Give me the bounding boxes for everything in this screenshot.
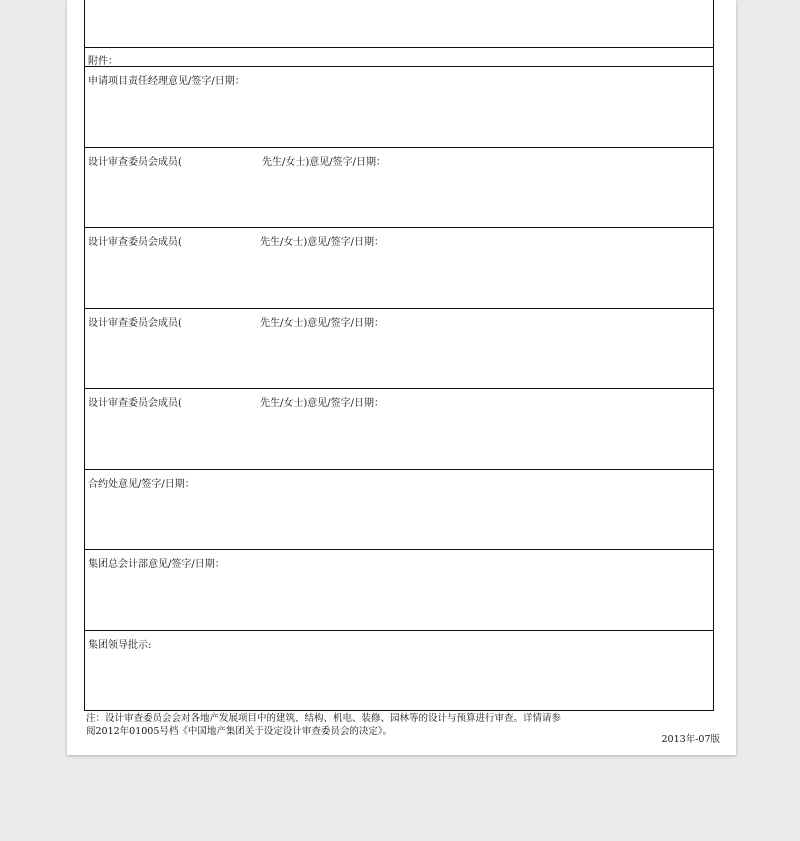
footnote xyxy=(86,712,586,738)
committee-member-suffix: 先生/女士)意见/签字/日期： xyxy=(260,237,385,248)
project-manager-opinion-label: 申请项目责任经理意见/签字/日期： xyxy=(88,76,245,87)
project-manager-opinion-row xyxy=(85,66,713,147)
version-label: 2013年-07版 xyxy=(661,734,720,745)
group-leader-row xyxy=(85,630,713,711)
committee-member-row-3 xyxy=(85,308,713,389)
attachment-row xyxy=(85,47,713,66)
footnote-line-1: 注：设计审查委员会会对各地产发展项目中的建筑、结构、机电、装修、园林等的设计与预算进行审查。详情请参 xyxy=(86,713,562,724)
committee-member-suffix: 先生/女士)意见/签字/日期： xyxy=(260,398,385,409)
attachment-label: 附件： xyxy=(88,56,118,67)
footnote-line-2: 阅2012年01005号档《中国地产集团关于设定设计审查委员会的决定》。 xyxy=(86,726,393,737)
committee-member-prefix: 设计审查委员会成员( xyxy=(88,156,182,168)
previous-content-cell xyxy=(85,0,713,47)
review-form-table xyxy=(84,0,714,711)
committee-member-row-2 xyxy=(85,227,713,308)
group-leader-label: 集团领导批示: xyxy=(88,639,152,651)
group-accounting-label: 集团总会计部意见/签字/日期： xyxy=(88,559,225,570)
committee-member-prefix: 设计审查委员会成员( xyxy=(88,317,182,329)
contract-office-label: 合约处意见/签字/日期： xyxy=(88,478,195,490)
contract-office-row xyxy=(85,469,713,550)
committee-member-suffix: 先生/女士)意见/签字/日期： xyxy=(262,156,387,168)
group-accounting-row xyxy=(85,549,713,630)
committee-member-row-4 xyxy=(85,388,713,469)
committee-member-row-1 xyxy=(85,147,713,228)
form-sheet xyxy=(67,0,736,755)
committee-member-suffix: 先生/女士)意见/签字/日期： xyxy=(260,317,385,329)
committee-member-prefix: 设计审查委员会成员( xyxy=(88,398,182,409)
committee-member-prefix: 设计审查委员会成员( xyxy=(88,237,182,248)
